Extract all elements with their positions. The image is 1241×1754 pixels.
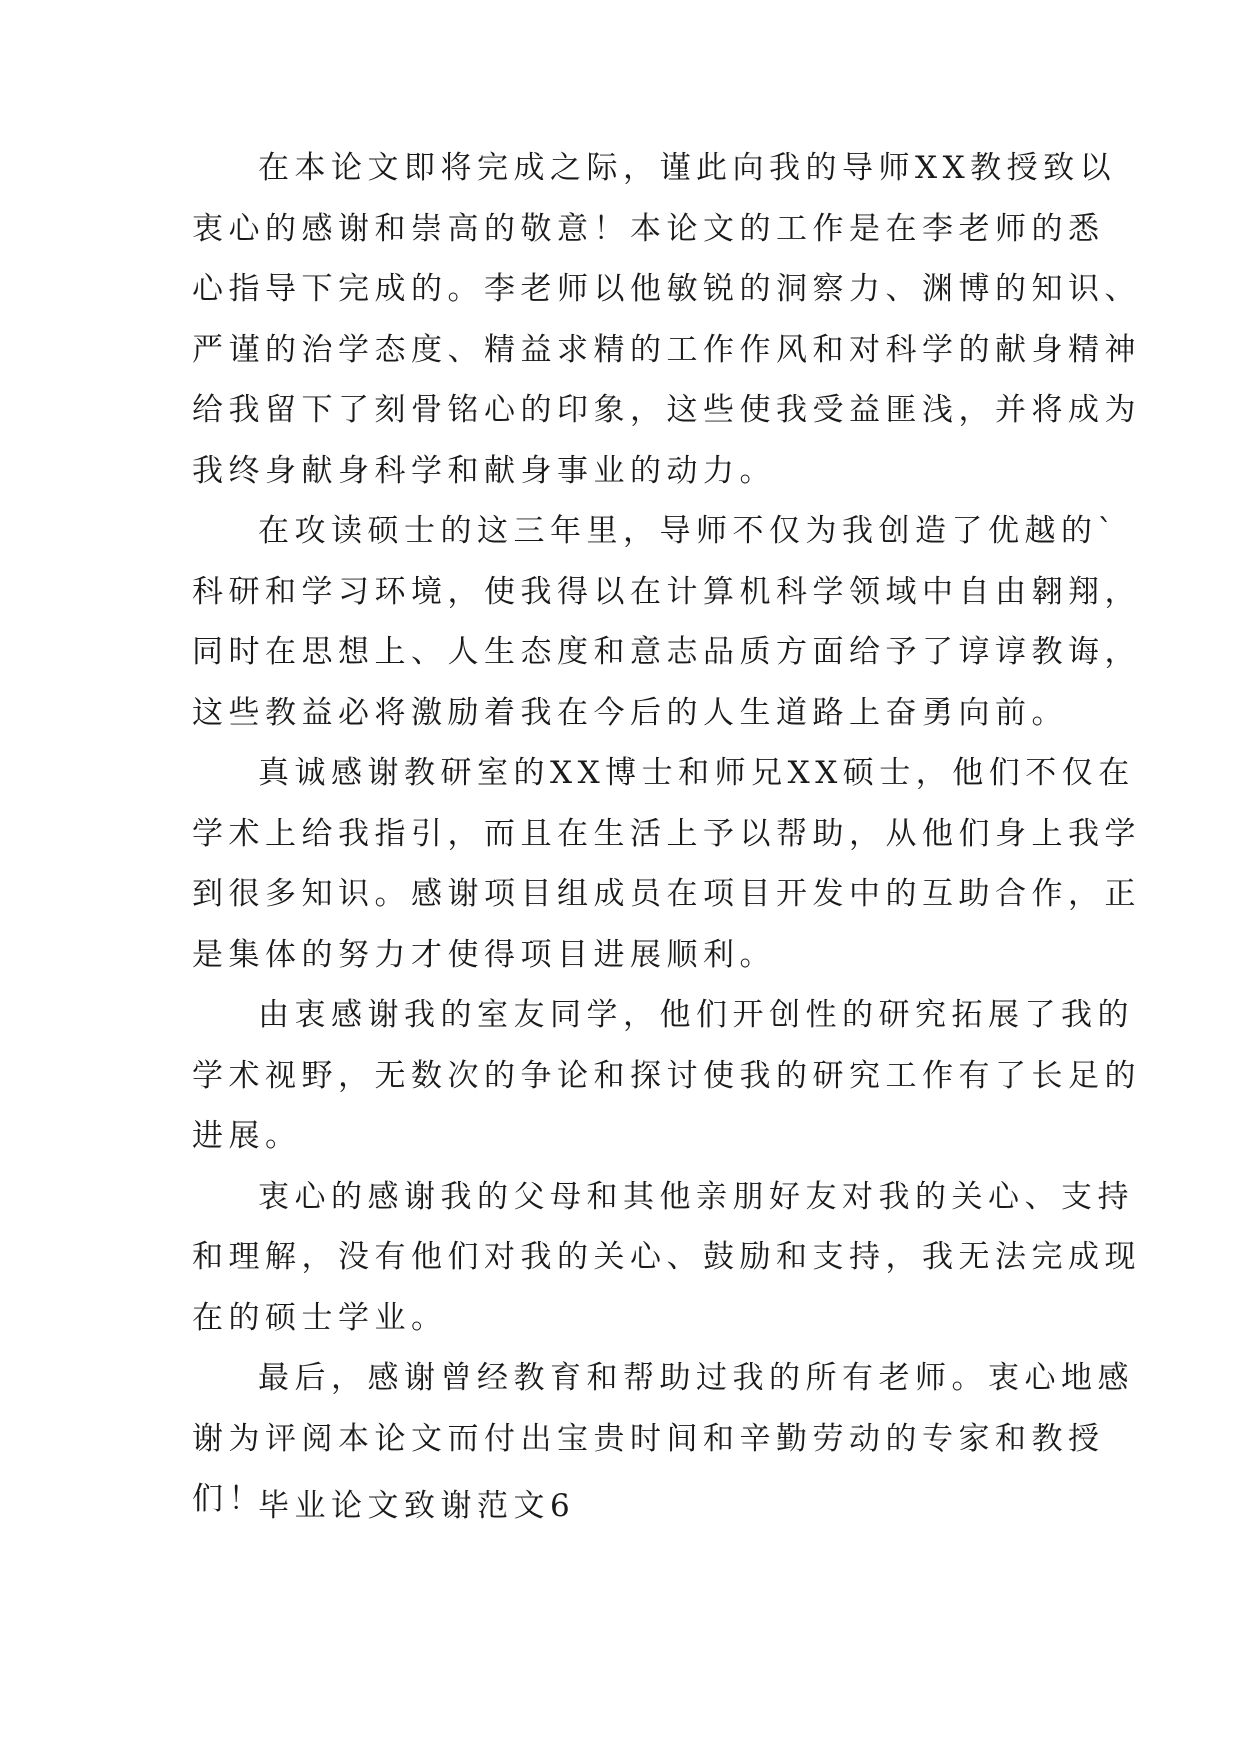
- paragraph-5-line-2: 和理解，没有他们对我的关心、鼓励和支持，我无法完成现: [192, 1239, 1141, 1275]
- paragraph-1-line-5: 给我留下了刻骨铭心的印象，这些使我受益匪浅，并将成为: [192, 392, 1141, 428]
- paragraph-6-line-3: 们！: [192, 1481, 265, 1517]
- paragraph-4-line-3: 进展。: [192, 1118, 302, 1154]
- paragraph-2-line-4: 这些教益必将激励着我在今后的人生道路上奋勇向前。: [192, 694, 1068, 731]
- paragraph-4-line-1: 由衷感谢我的室友同学，他们开创性的研究拓展了我的: [258, 997, 1134, 1033]
- paragraph-3-line-2: 学术上给我指引，而且在生活上予以帮助，从他们身上我学: [192, 815, 1141, 852]
- paragraph-1-line-6: 我终身献身科学和献身事业的动力。: [192, 452, 776, 489]
- paragraph-4-line-2: 学术视野，无数次的争论和探讨使我的研究工作有了长足的: [192, 1057, 1141, 1094]
- paragraph-2-line-3: 同时在思想上、人生态度和意志品质方面给予了谆谆教诲，: [192, 634, 1141, 670]
- paragraph-2-line-2: 科研和学习环境，使我得以在计算机科学领域中自由翱翔，: [192, 573, 1141, 610]
- paragraph-5-line-3: 在的硕士学业。: [192, 1299, 448, 1336]
- paragraph-3-line-1: 真诚感谢教研室的XX博士和师兄XX硕士，他们不仅在: [258, 755, 1135, 791]
- paragraph-6-line-2: 谢为评阅本论文而付出宝贵时间和辛勤劳动的专家和教授: [192, 1420, 1105, 1457]
- paragraph-3-line-4: 是集体的努力才使得项目进展顺利。: [192, 936, 776, 973]
- paragraph-1-line-4: 严谨的治学态度、精益求精的工作作风和对科学的献身精神: [192, 331, 1141, 368]
- section-heading: 毕业论文致谢范文6: [258, 1488, 576, 1524]
- paragraph-1-line-1: 在本论文即将完成之际，谨此向我的导师XX教授致以: [258, 150, 1117, 186]
- acknowledgement-body: [192, 138, 1141, 1530]
- paragraph-2-line-1: 在攻读硕士的这三年里，导师不仅为我创造了优越的`: [258, 513, 1119, 549]
- paragraph-5-line-1: 衷心的感谢我的父母和其他亲朋好友对我的关心、支持: [258, 1178, 1134, 1215]
- paragraph-3-line-3: 到很多知识。感谢项目组成员在项目开发中的互助合作，正: [192, 876, 1141, 912]
- paragraph-1-line-3: 心指导下完成的。李老师以他敏锐的洞察力、渊博的知识、: [192, 271, 1141, 307]
- paragraph-1-line-2: 衷心的感谢和崇高的敬意！本论文的工作是在李老师的悉: [192, 210, 1105, 247]
- paragraph-6-line-1: 最后，感谢曾经教育和帮助过我的所有老师。衷心地感: [258, 1360, 1134, 1396]
